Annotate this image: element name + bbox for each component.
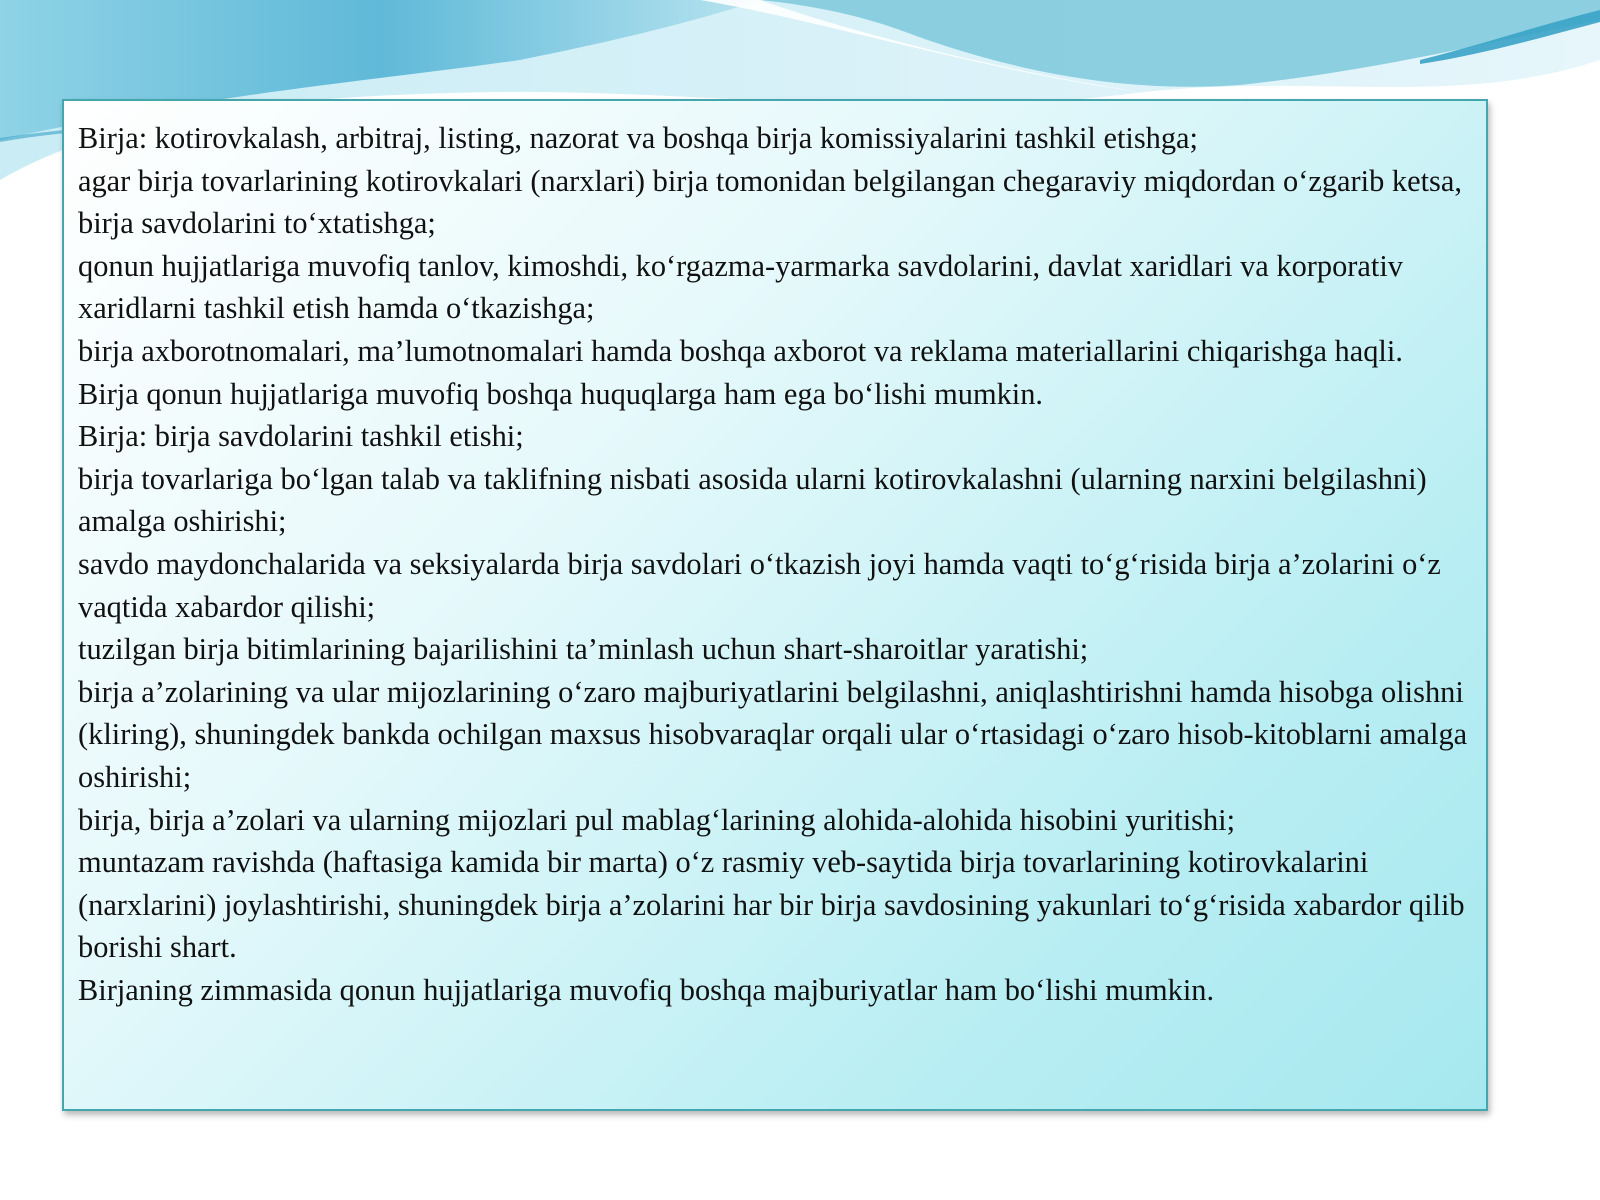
text-paragraph-7: birja tovarlariga bo‘lgan talab va taklifning nisbati asosida ularni kotirovkalashni (ularning narxini belgilashni) amalga oshirishi; bbox=[78, 461, 1427, 539]
text-paragraph-3: qonun hujjatlariga muvofiq tanlov, kimoshdi, ko‘rgazma-yarmarka savdolarini, davlat xaridlari va korporativ xaridlarni tashkil etish hamda o‘tkazishga; bbox=[78, 248, 1403, 326]
text-paragraph-1: Birja: kotirovkalash, arbitraj, listing, nazorat va boshqa birja komissiyalarini tashkil etishga; bbox=[78, 121, 1198, 155]
text-paragraph-11: birja, birja a’zolari va ularning mijozlari pul mablag‘larining alohida-alohida hisobini yuritishi; bbox=[78, 802, 1236, 837]
text-paragraph-9: tuzilgan birja bitimlarining bajarilishini ta’minlash uchun shart-sharoitlar yaratishi; bbox=[78, 632, 1089, 667]
text-paragraph-13: Birjaning zimmasida qonun hujjatlariga muvofiq boshqa majburiyatlar ham bo‘lishi mumkin. bbox=[78, 972, 1215, 1007]
content-text-box bbox=[62, 99, 1488, 1111]
text-paragraph-6: Birja: birja savdolarini tashkil etishi; bbox=[78, 419, 524, 454]
text-paragraph-4: birja axborotnomalari, ma’lumotnomalari hamda boshqa axborot va reklama materiallarini chiqarishga haqli. bbox=[78, 333, 1403, 368]
text-paragraph-8: savdo maydonchalarida va seksiyalarda birja savdolari o‘tkazish joyi hamda vaqti to‘g‘risida birja a’zolarini o‘z vaqtida xabardor qilishi; bbox=[78, 546, 1441, 624]
text-paragraph-10: birja a’zolarining va ular mijozlarining o‘zaro majburiyatlarini belgilashni, aniqlashtirishni hamda hisobga olishni (kliring), shuningdek bankda ochilgan maxsus hisobvaraqlar orqali ular o‘rtasidagi o‘zaro hisob-kitoblarni amalga oshirishi; bbox=[78, 674, 1468, 794]
text-paragraph-5: Birja qonun hujjatlariga muvofiq boshqa huquqlarga ham ega bo‘lishi mumkin. bbox=[78, 376, 1044, 411]
text-paragraph-12: muntazam ravishda (haftasiga kamida bir marta) o‘z rasmiy veb-saytida birja tovarlarining kotirovkalarini (narxlarini) joylashtirishi, shuningdek birja a’zolarini har bir birja savdosining yakunlari to‘g‘risida xabardor qilib borishi shart. bbox=[78, 845, 1465, 965]
text-paragraph-2: agar birja tovarlarining kotirovkalari (narxlari) birja tomonidan belgilangan chegaraviy miqdordan o‘zgarib ketsa, birja savdolarini to‘xtatishga; bbox=[78, 163, 1462, 241]
